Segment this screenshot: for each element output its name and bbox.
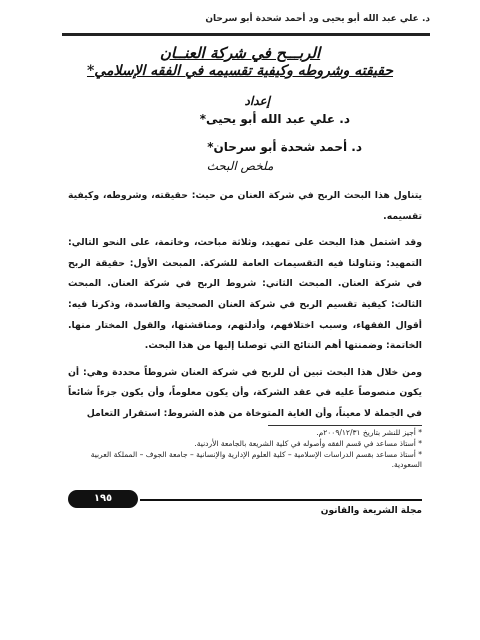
author-2: د. أحمد شحدة أبو سرحان*: [207, 140, 362, 154]
abstract-heading: ملخص البحث: [206, 159, 274, 173]
footnote-1: * أجيز للنشر بتاريخ ٢٠٠٩/١٢/٣١م.: [316, 428, 422, 437]
title-line-1: الربـــح في شركة العنــان: [159, 44, 321, 62]
footnote-rule: [268, 425, 422, 426]
author-1: د. علي عبد الله أبو يحيى*: [199, 112, 350, 126]
paragraph-2: وقد اشتمل هذا البحث على تمهيد، وثلاثة مباحث، وخاتمة، على النحو التالي: التمهيد: وتناولنا فيه التقسيمات العامة للشركة. المبحث الأول: حقيقة الربح في شركة العنان. المبحث الثاني: شروط الربح في شركة العنان. المبحث الثالث: كيفية تقسيم الربح في شركة العنان الصحيحة والفاسدة، وذكرنا فيه: أقوال الفقهاء، وسبب اختلافهم، وأدلتهم، ومناقشتها، والقول المختار منها. الخاتمة: وضمنتها أهم النتائج التي توصلنا إليها من هذا البحث.: [68, 237, 422, 352]
paragraph-1: يتناول هذا البحث الربح في شركة العنان من حيث: حقيقته، وشروطه، وكيفية تقسيمه.: [68, 190, 422, 222]
page-number: ١٩٥: [68, 490, 138, 508]
paper-title: [60, 44, 420, 80]
prepared-by-label: إعداد: [244, 94, 270, 108]
running-header: د. علي عبد الله أبو يحيى ود أحمد شحدة أبو سرحان: [205, 14, 430, 24]
journal-name: مجلة الشريعة والقانون: [320, 506, 422, 516]
title-line-2: حقيقته وشروطه وكيفية تقسيمه في الفقه الإسلامي*: [86, 63, 394, 79]
footnotes: [70, 428, 422, 471]
footnote-2: * أستاذ مساعد في قسم الفقه وأصوله في كلية الشريعة بالجامعة الأردنية.: [194, 439, 422, 448]
header-rule: [62, 33, 430, 36]
footnote-3: * أستاذ مساعد بقسم الدراسات الإسلامية – كلية العلوم الإدارية والإنسانية – جامعة الجوف – المملكة العربية السعودية.: [90, 450, 422, 469]
footer-rule: [140, 499, 422, 501]
abstract-body: [68, 186, 422, 431]
paragraph-3: ومن خلال هذا البحث تبين أن للربح في شركة العنان شروطاً محددة وهي: أن يكون منصوصاً عليه في عقد الشركة، وأن يكون معلوماً، وأن يكون جزءاً شائعاً في الجملة لا معيناً، وأن الغاية المتوخاة من هذه الشروط: استقرار التعامل: [68, 366, 422, 419]
